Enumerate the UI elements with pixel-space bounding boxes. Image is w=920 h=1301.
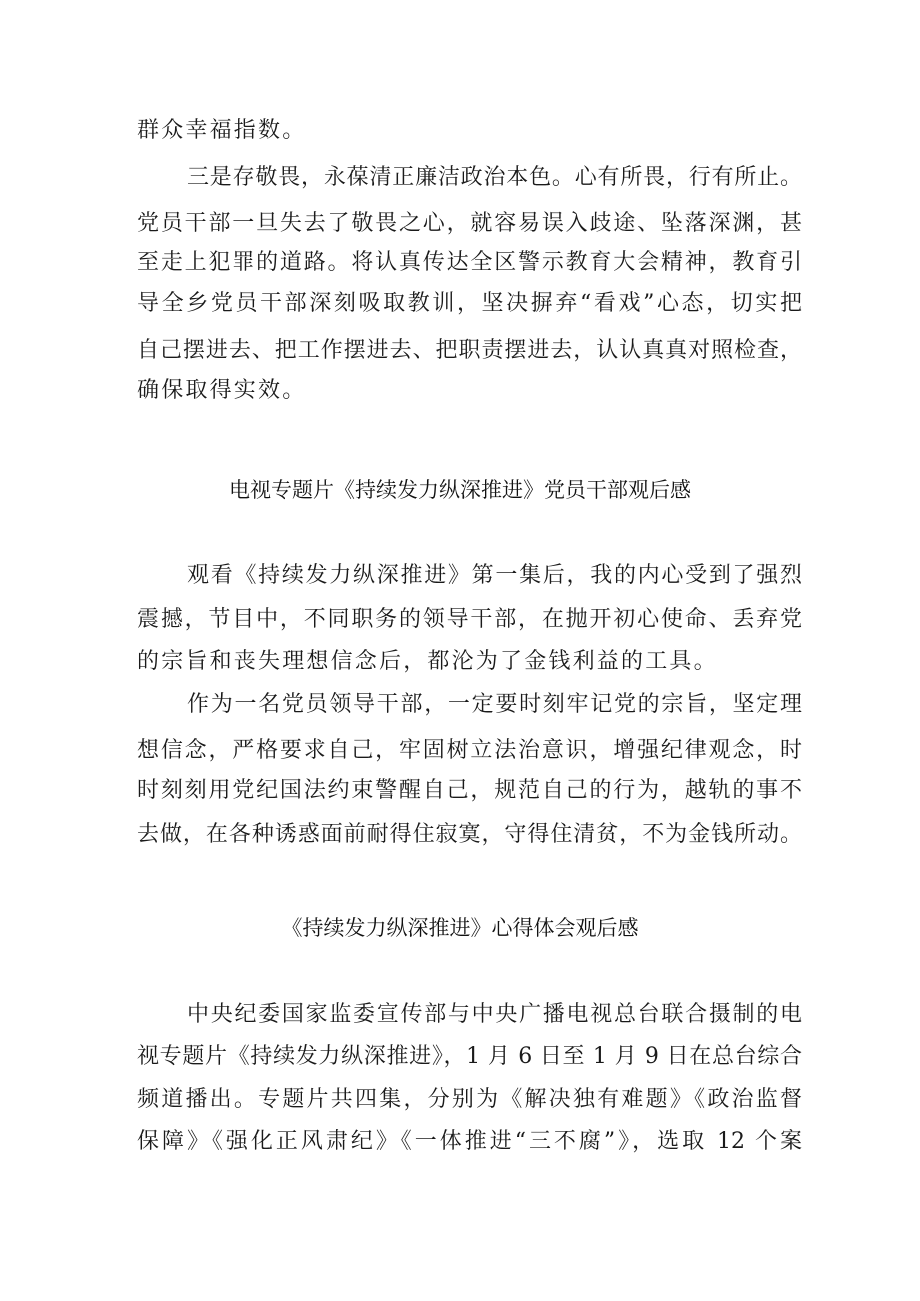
paragraph-line: 去做，在各种诱惑面前耐得住寂寞，守得住清贫，不为金钱所动。 bbox=[137, 822, 802, 847]
paragraph-line: 想信念，严格要求自己，牢固树立法治意识，增强纪律观念，时 bbox=[137, 738, 802, 763]
paragraph-line: 中央纪委国家监委宣传部与中央广播电视总台联合摄制的电 bbox=[187, 1002, 802, 1027]
paragraph-line: 党员干部一旦失去了敬畏之心，就容易误入歧途、坠落深渊，甚 bbox=[137, 211, 802, 236]
paragraph-line: 确保取得实效。 bbox=[137, 378, 307, 403]
paragraph-line: 时刻刻用党纪国法约束警醒自己，规范自己的行为，越轨的事不 bbox=[137, 778, 802, 803]
section-heading: 电视专题片《持续发力纵深推进》党员干部观后感 bbox=[229, 478, 691, 502]
paragraph-line: 至走上犯罪的道路。将认真传达全区警示教育大会精神，教育引 bbox=[137, 250, 802, 275]
paragraph-line: 作为一名党员领导干部，一定要时刻牢记党的宗旨，坚定理 bbox=[187, 692, 802, 717]
paragraph-line: 的宗旨和丧失理想信念后，都沦为了金钱利益的工具。 bbox=[137, 649, 718, 674]
paragraph-line: 视专题片《持续发力纵深推进》，1 月 6 日至 1 月 9 日在总台综合 bbox=[137, 1044, 802, 1069]
paragraph-line: 自己摆进去、把工作摆进去、把职责摆进去，认认真真对照检查， bbox=[137, 338, 802, 363]
section-heading: 《持续发力纵深推进》心得体会观后感 bbox=[281, 916, 639, 940]
paragraph-line: 频道播出。专题片共四集，分别为《解决独有难题》《政治监督 bbox=[137, 1087, 802, 1112]
paragraph-line: 观看《持续发力纵深推进》第一集后，我的内心受到了强烈 bbox=[187, 563, 802, 588]
paragraph-line: 保障》《强化正风肃纪》《一体推进“三不腐”》，选取 12 个案 bbox=[137, 1129, 802, 1154]
paragraph-line: 群众幸福指数。 bbox=[137, 118, 307, 143]
paragraph-line: 三是存敬畏，永葆清正廉洁政治本色。心有所畏，行有所止。 bbox=[187, 165, 802, 190]
paragraph-line: 导全乡党员干部深刻吸取教训，坚决摒弃“看戏”心态，切实把 bbox=[137, 291, 802, 316]
paragraph-line: 震撼，节目中，不同职务的领导干部，在抛开初心使命、丢弃党 bbox=[137, 607, 802, 632]
